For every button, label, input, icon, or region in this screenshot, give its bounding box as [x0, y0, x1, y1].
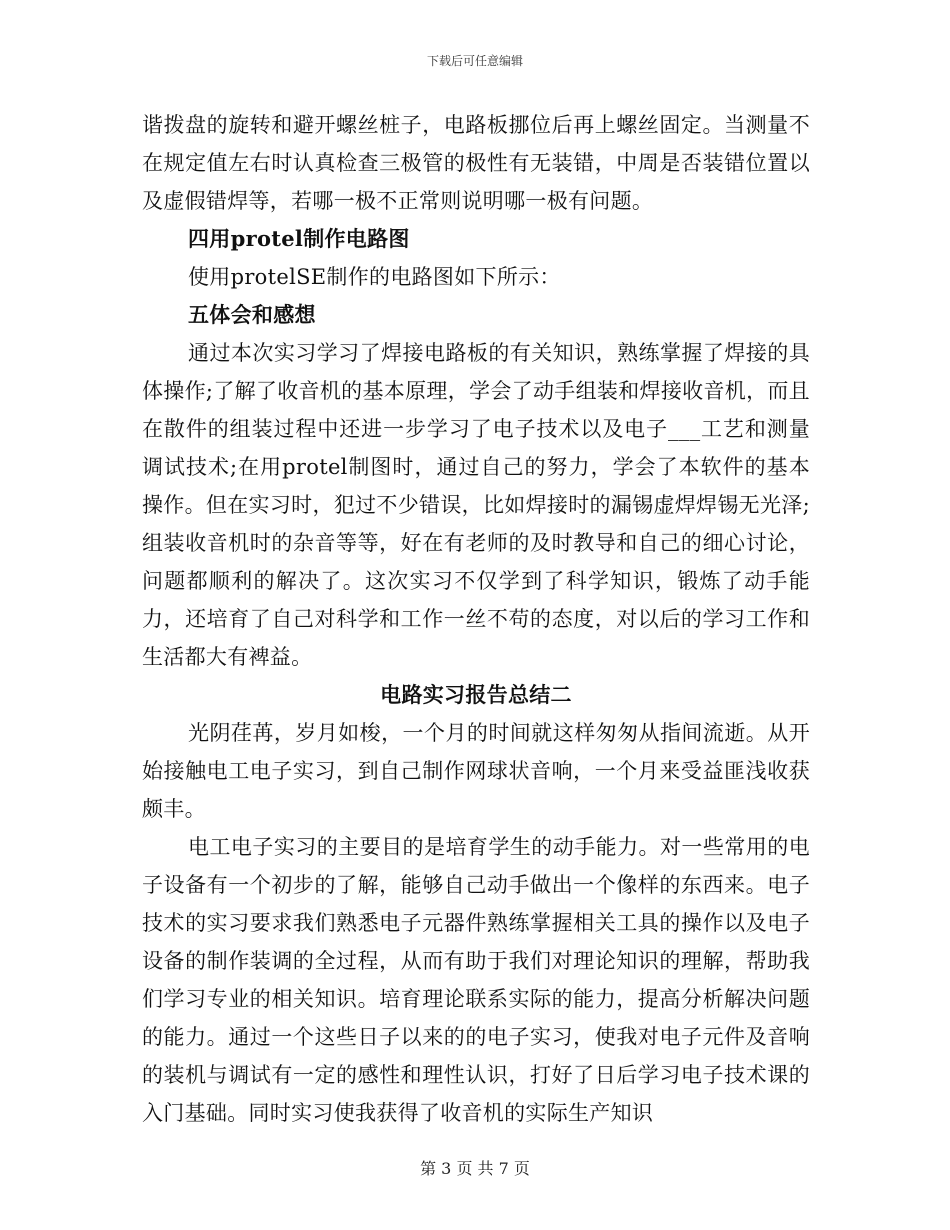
section-heading-4: 四用protel制作电路图 — [188, 226, 410, 251]
paragraph-continued: 谐拨盘的旋转和避开螺丝桩子，电路板挪位后再上螺丝固定。当测量不在规定值左右时认真检查三极管的极性有无装错，中周是否装错位置以及虚假错焊等，若哪一极不正常则说明哪一极有问题。 — [142, 113, 810, 213]
page-footer: 第 3 页 共 7 页 — [420, 1159, 530, 1178]
section-heading-5: 五体会和感想 — [188, 302, 316, 327]
paragraph-protel: 使用protelSE制作的电路图如下所示： — [188, 265, 561, 289]
document-body — [142, 106, 810, 1132]
paragraph-purpose: 电工电子实习的主要目的是培育学生的动手能力。对一些常用的电子设备有一个初步的了解，能够自己动手做出一个像样的东西来。电子技术的实习要求我们熟悉电子元器件熟练掌握相关工具的操作以及电子设备的制作装调的全过程，从而有助于我们对理论知识的理解，帮助我们学习专业的相关知识。培育理论联系实际的能力，提高分析解决问题的能力。通过一个这些日子以来的的电子实习，使我对电子元件及音响的装机与调试有一定的感性和理性认识，打好了日后学习电子技术课的入门基础。同时实习使我获得了收音机的实际生产知识 — [142, 835, 810, 1125]
paragraph-intro-2: 光阴荏苒，岁月如梭，一个月的时间就这样匆匆从指间流逝。从开始接触电工电子实习，到自己制作网球状音响，一个月来受益匪浅收获颇丰。 — [142, 721, 810, 821]
page-header: 下载后可任意编辑 — [426, 54, 523, 68]
paragraph-reflection: 通过本次实习学习了焊接电路板的有关知识，熟练掌握了焊接的具体操作;了解了收音机的基本原理，学会了动手组装和焊接收音机，而且在散件的组装过程中还进一步学习了电子技术以及电子___工艺和测量调试技术;在用protel制图时，通过自己的努力，学会了本软件的基本操作。但在实习时，犯过不少错误，比如焊接时的漏锡虚焊焊锡无光泽;组装收音机时的杂音等等，好在有老师的及时教导和自己的细心讨论，问题都顺利的解决了。这次实习不仅学到了科学知识，锻炼了动手能力，还培育了自己对科学和工作一丝不苟的态度，对以后的学习工作和生活都大有裨益。 — [142, 341, 810, 669]
report-title-2: 电路实习报告总结二 — [380, 682, 572, 707]
